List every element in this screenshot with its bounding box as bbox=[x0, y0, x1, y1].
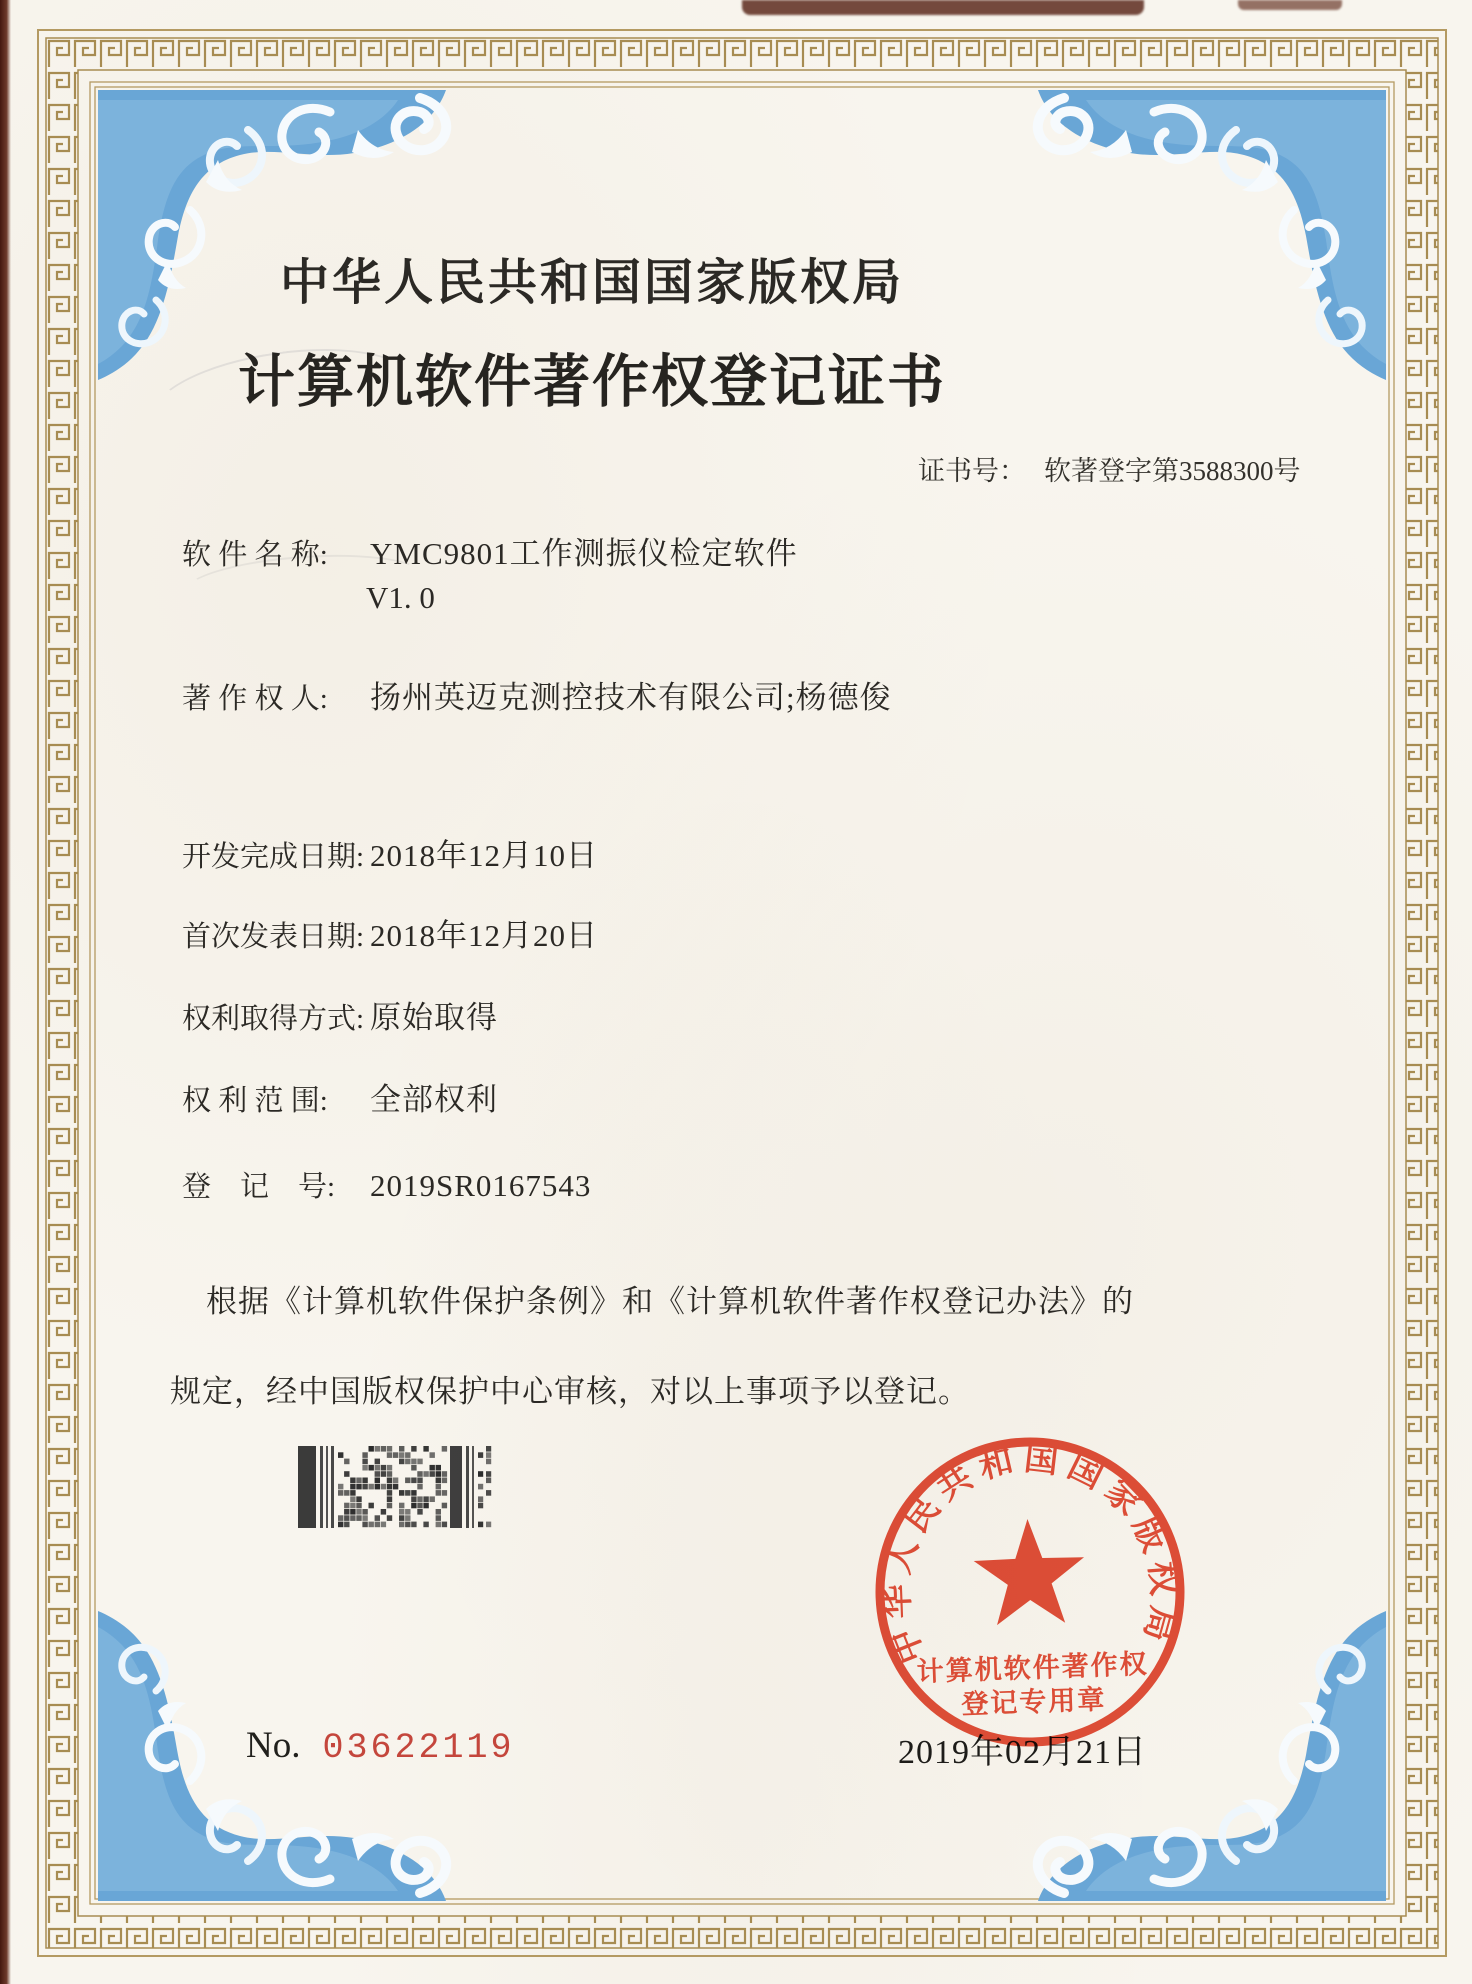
certificate-number-label: 证书号： bbox=[918, 456, 1026, 486]
statement-line-1: 根据《计算机软件保护条例》和《计算机软件著作权登记办法》的 bbox=[206, 1284, 1134, 1319]
field-row-copyright-owner bbox=[182, 672, 892, 717]
field-value: 2019SR0167543 bbox=[370, 1168, 592, 1203]
seal-ring-text: 中华人民共和国国家版权局 bbox=[878, 1440, 1183, 1669]
certificate-number-value: 软著登字第3588300号 bbox=[1044, 456, 1301, 486]
field-row-rights-scope bbox=[182, 1074, 498, 1119]
certificate-title: 计算机软件著作权登记证书 bbox=[238, 351, 946, 414]
certificate-number-line bbox=[918, 449, 1301, 488]
official-seal bbox=[859, 1421, 1200, 1762]
field-row-rights-acquisition bbox=[182, 992, 498, 1037]
barcode bbox=[298, 1446, 500, 1528]
field-value: 全部权利 bbox=[370, 1082, 498, 1117]
corner-flourish-top-right bbox=[1038, 90, 1386, 380]
field-value: 扬州英迈克测控技术有限公司;杨德俊 bbox=[370, 680, 892, 715]
field-label: 著 作 权 人: bbox=[182, 683, 328, 715]
field-label: 权 利 范 围: bbox=[182, 1085, 328, 1117]
field-value: 2018年12月10日 bbox=[370, 838, 598, 873]
field-value: 2018年12月20日 bbox=[370, 918, 598, 953]
field-row-registration-number bbox=[182, 1164, 591, 1205]
serial-label: No. bbox=[246, 1725, 301, 1766]
field-row-dev-complete-date bbox=[182, 830, 598, 875]
field-value: YMC9801工作测振仪检定软件 bbox=[370, 536, 798, 571]
software-version: V1. 0 bbox=[366, 580, 435, 615]
statement-line-2: 规定，经中国版权保护中心审核，对以上事项予以登记。 bbox=[170, 1374, 970, 1409]
issue-date: 2019年02月21日 bbox=[898, 1734, 1147, 1771]
seal-caption-line-1: 计算机软件著作权 bbox=[916, 1648, 1150, 1687]
field-label: 登 记 号: bbox=[182, 1171, 336, 1203]
field-row-software-name bbox=[182, 528, 798, 573]
serial-number bbox=[246, 1724, 515, 1768]
seal-caption-line-2: 登记专用章 bbox=[960, 1684, 1107, 1720]
authority-title: 中华人民共和国国家版权局 bbox=[279, 255, 904, 310]
field-value: 原始取得 bbox=[370, 1000, 498, 1035]
field-label: 首次发表日期: bbox=[182, 921, 365, 953]
serial-value: 03622119 bbox=[322, 1728, 515, 1768]
field-label: 软 件 名 称: bbox=[182, 539, 328, 571]
field-row-first-publish-date bbox=[182, 910, 598, 955]
field-label: 开发完成日期: bbox=[182, 841, 365, 873]
star-icon bbox=[972, 1517, 1086, 1626]
field-label: 权利取得方式: bbox=[182, 1003, 365, 1035]
